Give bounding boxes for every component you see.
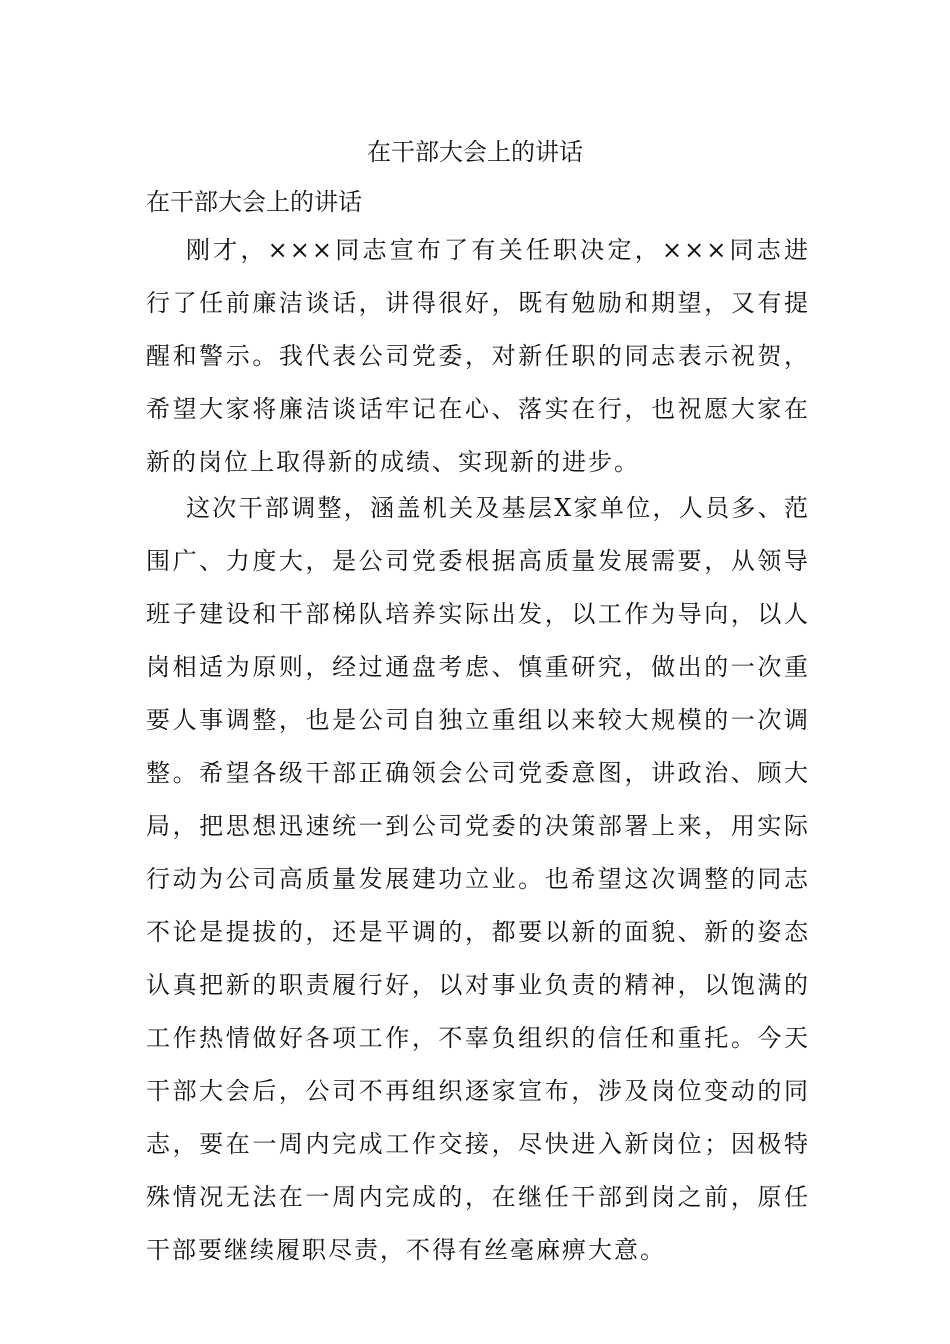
paragraph-1: 刚才，×××同志宣布了有关任职决定，×××同志进行了任前廉洁谈话，讲得很好，既有勉励和期望，又有提醒和警示。我代表公司党委，对新任职的同志表示祝贺，希望大家将廉洁谈话牢记在心、落实在行，也祝愿大家在新的岗位上取得新的成绩、实现新的进步。 (146, 236, 810, 476)
document-subtitle: 在干部大会上的讲话 (146, 188, 362, 216)
paragraph-2: 这次干部调整，涵盖机关及基层X家单位，人员多、范围广、力度大，是公司党委根据高质量发展需要，从领导班子建设和干部梯队培养实际出发，以工作为导向，以人岗相适为原则，经过通盘考虑、慎重研究，做出的一次重要人事调整，也是公司自独立重组以来较大规模的一次调整。希望各级干部正确领会公司党委意图，讲政治、顾大局，把思想迅速统一到公司党委的决策部署上来，用实际行动为公司高质量发展建功立业。也希望这次调整的同志不论是提拔的，还是平调的，都要以新的面貌、新的姿态认真把新的职责履行好，以对事业负责的精神，以饱满的工作热情做好各项工作，不辜负组织的信任和重托。今天干部大会后，公司不再组织逐家宣布，涉及岗位变动的同志，要在一周内完成工作交接，尽快进入新岗位；因极特殊情况无法在一周内完成的，在继任干部到岗之前，原任干部要继续履职尽责，不得有丝毫麻痹大意。 (146, 494, 810, 1264)
document-title: 在干部大会上的讲话 (367, 138, 583, 166)
